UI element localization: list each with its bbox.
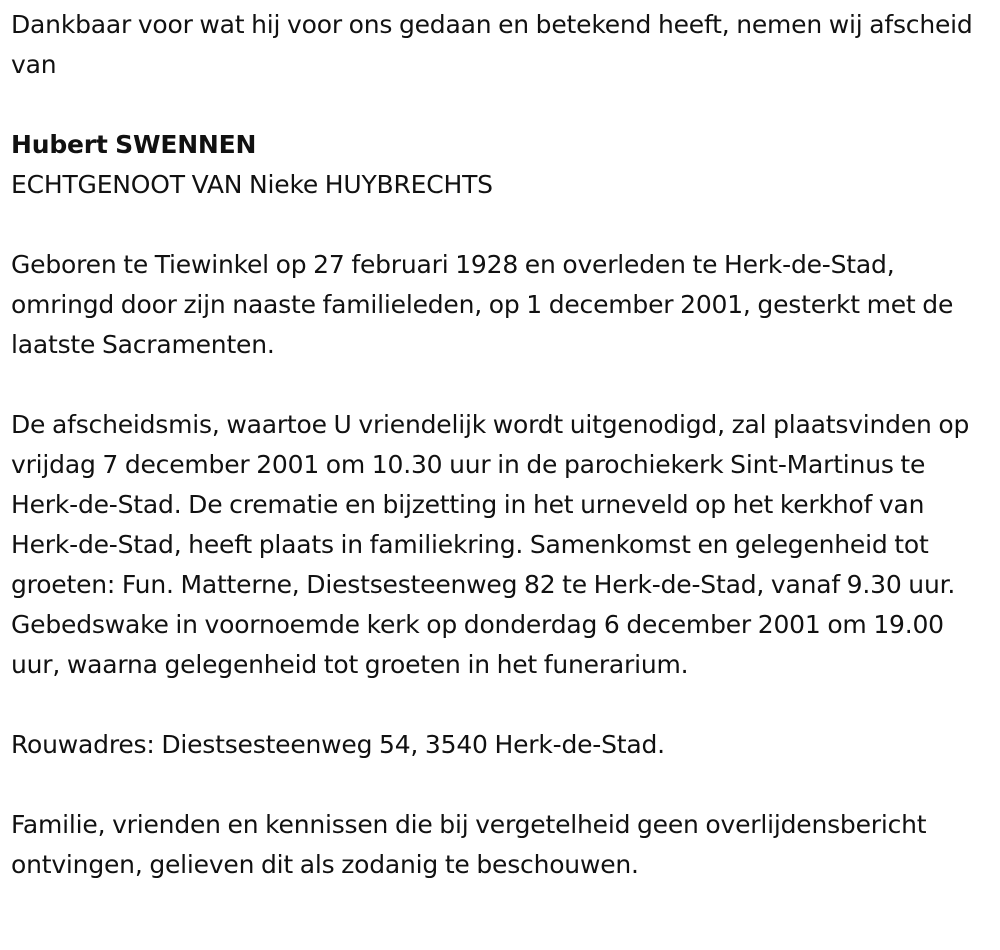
spacer <box>11 765 995 805</box>
spacer <box>11 365 995 405</box>
birth-death-paragraph: Geboren te Tiewinkel op 27 februari 1928 en overleden te Herk-de-Stad, omringd door zijn naaste familieleden, op 1 december 2001, gesterkt met de laatste Sacramenten. <box>11 250 954 359</box>
spouse-line: ECHTGENOOT VAN Nieke HUYBRECHTS <box>11 170 493 199</box>
spacer <box>11 85 995 125</box>
obituary-notice <box>11 5 995 885</box>
intro-text: Dankbaar voor wat hij voor ons gedaan en betekend heeft, nemen wij afscheid van <box>11 10 973 79</box>
closing-paragraph: Familie, vrienden en kennissen die bij vergetelheid geen overlijdensbericht ontvingen, gelieven dit als zodanig te beschouwen. <box>11 810 927 879</box>
funeral-paragraph: De afscheidsmis, waartoe U vriendelijk wordt uitgenodigd, zal plaatsvinden op vrijdag 7 december 2001 om 10.30 uur in de parochiekerk Sint-Martinus te Herk-de-Stad. De crematie en bijzetting in het urneveld op het kerkhof van Herk-de-Stad, heeft plaats in familiekring. Samenkomst en gelegenheid tot groeten: Fun. Matterne, Diestsesteenweg 82 te Herk-de-Stad, vanaf 9.30 uur. Gebedswake in voornoemde kerk op donderdag 6 december 2001 om 19.00 uur, waarna gelegenheid tot groeten in het funerarium. <box>11 410 970 679</box>
spacer <box>11 205 995 245</box>
deceased-name: Hubert SWENNEN <box>11 130 257 159</box>
mourning-address: Rouwadres: Diestsesteenweg 54, 3540 Herk-de-Stad. <box>11 730 665 759</box>
spacer <box>11 685 995 725</box>
